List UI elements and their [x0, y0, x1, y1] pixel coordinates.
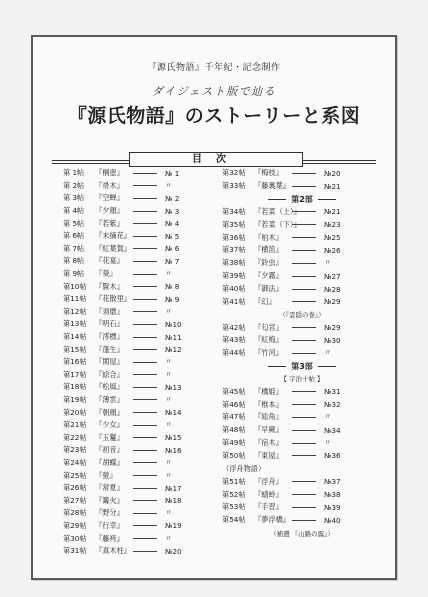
chapter-title: 『椎本』 — [254, 399, 283, 409]
leader-line — [292, 211, 316, 212]
chapter-title: 『若菜（下）』 — [254, 219, 301, 229]
toc-entry — [63, 205, 223, 218]
chapter-title: 『行幸』 — [95, 520, 124, 530]
page-number: 〃 — [165, 420, 173, 430]
subsection-note — [222, 308, 382, 321]
toc-entry — [63, 406, 223, 419]
chapter-number: 第23帖 — [63, 445, 87, 455]
chapter-title: 『野分』 — [95, 508, 124, 518]
toc-right-column — [222, 167, 382, 539]
leader-line — [292, 173, 316, 174]
page-number: №17 — [165, 483, 182, 493]
toc-left-column — [63, 167, 223, 557]
toc-entry — [63, 167, 223, 180]
chapter-number: 第 5帖 — [63, 218, 85, 228]
leader-line — [292, 237, 316, 238]
page-number: №36 — [324, 451, 341, 461]
page-number: №27 — [324, 271, 341, 281]
subsection-label: （補遺 『山路の露』） — [270, 529, 334, 538]
chapter-number: 第42帖 — [222, 322, 246, 332]
leader-line — [133, 551, 157, 552]
page-number: № 6 — [165, 244, 180, 254]
chapter-title: 『紅梅』 — [254, 335, 283, 345]
chapter-number: 第34帖 — [222, 206, 246, 216]
chapter-title: 『若菜（上）』 — [254, 206, 301, 216]
leader-line — [133, 324, 157, 325]
leader-line — [292, 289, 316, 290]
chapter-number: 第28帖 — [63, 508, 87, 518]
leader-line — [292, 276, 316, 277]
chapter-number: 第32帖 — [222, 168, 246, 178]
chapter-title: 『手習』 — [254, 502, 283, 512]
toc-entry — [222, 270, 382, 283]
document-title: 『源氏物語』のストーリーと系図 — [67, 105, 361, 127]
chapter-number: 第45帖 — [222, 386, 246, 396]
toc-entry — [63, 180, 223, 193]
page-number: №16 — [165, 445, 182, 455]
page-number: №18 — [165, 496, 182, 506]
chapter-number: 第41帖 — [222, 296, 246, 306]
leader-line — [133, 337, 157, 338]
chapter-number: 第 9帖 — [63, 269, 85, 279]
leader-line — [292, 481, 316, 482]
chapter-number: 第52帖 — [222, 489, 246, 499]
page-number: 〃 — [165, 306, 173, 316]
toc-entry — [222, 462, 382, 475]
toc-entry — [63, 507, 223, 520]
leader-line — [292, 327, 316, 328]
toc-entry — [63, 369, 223, 382]
page-number: №40 — [324, 515, 341, 525]
chapter-number: 第38帖 — [222, 258, 246, 268]
page-number: 〃 — [165, 533, 173, 543]
toc-entry — [63, 280, 223, 293]
chapter-title: 『須磨』 — [95, 306, 124, 316]
chapter-title: 『夕霧』 — [254, 271, 283, 281]
toc-entry — [63, 457, 223, 470]
toc-entry — [222, 231, 382, 244]
leader-line — [133, 236, 157, 237]
leader-line — [292, 353, 316, 354]
chapter-title: 『絵合』 — [95, 369, 124, 379]
chapter-number: 第53帖 — [222, 502, 246, 512]
section-label: 第3部 — [291, 361, 313, 371]
toc-entry — [222, 218, 382, 231]
page-number: №29 — [324, 297, 341, 307]
toc-entry — [63, 318, 223, 331]
chapter-number: 第36帖 — [222, 232, 246, 242]
toc-entry — [63, 192, 223, 205]
page-number: №20 — [165, 546, 182, 556]
leader-line — [133, 349, 157, 350]
page-number: № 8 — [165, 282, 180, 292]
leader-line — [133, 185, 157, 186]
toc-entry — [63, 419, 223, 432]
leader-line — [133, 198, 157, 199]
chapter-title: 『花散里』 — [95, 294, 131, 304]
page-number: №10 — [165, 319, 182, 329]
subsection-label: 【 宇治十帖 】 — [280, 375, 324, 384]
chapter-number: 第16帖 — [63, 357, 87, 367]
chapter-number: 第11帖 — [63, 294, 87, 304]
chapter-number: 第19帖 — [63, 394, 87, 404]
subsection-note — [222, 373, 382, 386]
page-number: №28 — [324, 284, 341, 294]
chapter-title: 『夢浮橋』 — [254, 515, 290, 525]
toc-entry — [63, 394, 223, 407]
page-number: 〃 — [165, 457, 173, 467]
chapter-number: 第35帖 — [222, 219, 246, 229]
leader-line — [292, 520, 316, 521]
toc-entry — [63, 230, 223, 243]
chapter-title: 『柏木』 — [254, 232, 283, 242]
section-heading — [222, 360, 382, 373]
chapter-number: 第46帖 — [222, 399, 246, 409]
chapter-title: 『若紫』 — [95, 218, 124, 228]
chapter-title: 『帚木』 — [95, 180, 124, 190]
page-number: №14 — [165, 408, 182, 418]
page-number: №26 — [324, 245, 341, 255]
chapter-number: 第17帖 — [63, 369, 87, 379]
leader-line — [133, 223, 157, 224]
toc-entry — [222, 514, 382, 527]
page-number: №37 — [324, 477, 341, 487]
chapter-title: 『初音』 — [95, 445, 124, 455]
chapter-number: 第14帖 — [63, 332, 87, 342]
chapter-title: 『匂宮』 — [254, 322, 283, 332]
toc-entry — [222, 450, 382, 463]
chapter-number: （浮舟物語） — [222, 463, 266, 473]
toc-entry — [63, 331, 223, 344]
leader-line — [292, 455, 316, 456]
chapter-title: 『橋姫』 — [254, 386, 283, 396]
chapter-number: 第 4帖 — [63, 206, 85, 216]
toc-entry — [222, 385, 382, 398]
document-tagline: ダイジェスト版で辿る — [151, 85, 277, 98]
chapter-number: 第27帖 — [63, 495, 87, 505]
leader-line — [292, 507, 316, 508]
page-number: №21 — [324, 207, 341, 217]
page-number: №11 — [165, 332, 182, 342]
subsection-note — [222, 527, 382, 540]
toc-entry — [63, 532, 223, 545]
leader-line — [292, 417, 316, 418]
chapter-title: 『澪標』 — [95, 332, 124, 342]
chapter-title: 『梅枝』 — [254, 168, 283, 178]
chapter-number: 第44帖 — [222, 348, 246, 358]
page-number: №15 — [165, 433, 182, 443]
toc-entry — [222, 244, 382, 257]
toc-entry — [63, 255, 223, 268]
leader-line — [292, 404, 316, 405]
page-number: № 7 — [165, 256, 180, 266]
chapter-number: 第31帖 — [63, 546, 87, 556]
leader-line — [133, 362, 157, 363]
toc-entry — [63, 306, 223, 319]
chapter-title: 『朝顔』 — [95, 407, 124, 417]
leader-line — [133, 462, 157, 463]
chapter-number: 第13帖 — [63, 319, 87, 329]
page-number: №34 — [324, 425, 341, 435]
page-number: № 1 — [165, 168, 180, 178]
chapter-number: 第40帖 — [222, 284, 246, 294]
chapter-title: 『竹河』 — [254, 348, 283, 358]
toc-entry — [63, 356, 223, 369]
page-number: №29 — [324, 323, 341, 333]
toc-entry — [63, 444, 223, 457]
chapter-title: 『早蕨』 — [254, 425, 283, 435]
page-number: 〃 — [324, 412, 332, 422]
chapter-number: 第29帖 — [63, 520, 87, 530]
chapter-title: 『桐壺』 — [95, 168, 124, 178]
toc-entry — [63, 494, 223, 507]
leader-line — [133, 437, 157, 438]
chapter-title: 『東屋』 — [254, 450, 283, 460]
leader-line — [292, 494, 316, 495]
chapter-title: 『薄雲』 — [95, 394, 124, 404]
page-number: 〃 — [165, 470, 173, 480]
chapter-number: 第30帖 — [63, 533, 87, 543]
chapter-title: 『総角』 — [254, 412, 283, 422]
chapter-title: 『少女』 — [95, 420, 124, 430]
toc-entry — [222, 398, 382, 411]
toc-entry — [222, 437, 382, 450]
toc-entry — [63, 381, 223, 394]
page-number: №19 — [165, 521, 182, 531]
leader-line — [133, 286, 157, 287]
leader-line — [292, 430, 316, 431]
chapter-title: 『幻』 — [254, 296, 276, 306]
chapter-number: 第48帖 — [222, 425, 246, 435]
toc-entry — [63, 217, 223, 230]
chapter-title: 『螢』 — [95, 470, 117, 480]
toc-entry — [222, 180, 382, 193]
chapter-title: 『真木柱』 — [95, 546, 131, 556]
leader-line — [133, 425, 157, 426]
page-number: № 2 — [165, 193, 180, 203]
leader-line — [133, 538, 157, 539]
chapter-number: 第12帖 — [63, 306, 87, 316]
page-number: 〃 — [324, 258, 332, 268]
page-number: № 9 — [165, 294, 180, 304]
toc-entry — [222, 334, 382, 347]
leader-line — [292, 301, 316, 302]
leader-line — [133, 500, 157, 501]
page-number: № 4 — [165, 219, 180, 229]
toc-entry — [222, 283, 382, 296]
chapter-number: 第18帖 — [63, 382, 87, 392]
leader-line — [133, 488, 157, 489]
chapter-number: 第 3帖 — [63, 193, 85, 203]
toc-entry — [63, 469, 223, 482]
chapter-title: 『賢木』 — [95, 281, 124, 291]
chapter-number: 第 6帖 — [63, 231, 85, 241]
section-heading — [222, 193, 382, 206]
leader-line — [133, 450, 157, 451]
toc-entry — [63, 268, 223, 281]
leader-line — [133, 475, 157, 476]
leader-line — [133, 211, 157, 212]
page-number: №38 — [324, 490, 341, 500]
page-number: 〃 — [165, 508, 173, 518]
chapter-title: 『藤袴』 — [95, 533, 124, 543]
chapter-number: 第 7帖 — [63, 243, 85, 253]
toc-entry — [63, 431, 223, 444]
chapter-number: 第22帖 — [63, 432, 87, 442]
chapter-number: 第37帖 — [222, 245, 246, 255]
leader-line — [133, 248, 157, 249]
leader-line — [292, 391, 316, 392]
toc-entry — [222, 321, 382, 334]
page-number: 〃 — [165, 394, 173, 404]
chapter-number: 第47帖 — [222, 412, 246, 422]
leader-line — [133, 261, 157, 262]
chapter-title: 『蜻蛉』 — [254, 489, 283, 499]
page-number: № 3 — [165, 206, 180, 216]
document-page — [31, 35, 397, 580]
toc-entry — [222, 501, 382, 514]
leader-line — [133, 173, 157, 174]
leader-line — [292, 224, 316, 225]
chapter-title: 『胡蝶』 — [95, 457, 124, 467]
leader-line — [133, 274, 157, 275]
chapter-number: 第50帖 — [222, 450, 246, 460]
chapter-number: 第49帖 — [222, 438, 246, 448]
toc-entry — [222, 488, 382, 501]
toc-entry — [63, 482, 223, 495]
chapter-title: 『常夏』 — [95, 483, 124, 493]
toc-entry — [63, 520, 223, 533]
chapter-title: 『松風』 — [95, 382, 124, 392]
chapter-number: 第20帖 — [63, 407, 87, 417]
leader-line — [292, 186, 316, 187]
chapter-title: 『鈴虫』 — [254, 258, 283, 268]
toc-entry — [63, 293, 223, 306]
page-number: 〃 — [165, 180, 173, 190]
chapter-title: 『宿木』 — [254, 438, 283, 448]
chapter-number: 第 2帖 — [63, 180, 85, 190]
toc-entry — [222, 257, 382, 270]
page-number: №13 — [165, 382, 182, 392]
chapter-title: 『御法』 — [254, 284, 283, 294]
page-number: 〃 — [324, 438, 332, 448]
chapter-title: 『浮舟』 — [254, 476, 283, 486]
chapter-title: 『関屋』 — [95, 357, 124, 367]
chapter-number: 第33帖 — [222, 181, 246, 191]
chapter-number: 第24帖 — [63, 457, 87, 467]
page-number: №23 — [324, 220, 341, 230]
leader-line — [292, 443, 316, 444]
chapter-title: 『空蝉』 — [95, 193, 124, 203]
chapter-number: 第39帖 — [222, 271, 246, 281]
toc-entry — [222, 424, 382, 437]
leader-line — [133, 399, 157, 400]
chapter-number: 第26帖 — [63, 483, 87, 493]
leader-line — [133, 412, 157, 413]
toc-entry — [63, 343, 223, 356]
subsection-label: （『雲隠の巻』） — [279, 311, 325, 320]
chapter-title: 『藤裏葉』 — [254, 181, 290, 191]
page-number: №21 — [324, 181, 341, 191]
page-number: 〃 — [165, 269, 173, 279]
page-number: №39 — [324, 502, 341, 512]
chapter-number: 第 1帖 — [63, 168, 85, 178]
chapter-number: 第54帖 — [222, 515, 246, 525]
leader-line — [292, 263, 316, 264]
page-number: №32 — [324, 400, 341, 410]
toc-entry — [222, 295, 382, 308]
chapter-title: 『葵』 — [95, 269, 117, 279]
chapter-number: 第25帖 — [63, 470, 87, 480]
chapter-number: 第15帖 — [63, 344, 87, 354]
leader-line — [133, 525, 157, 526]
chapter-title: 『玉鬘』 — [95, 432, 124, 442]
page-number: 〃 — [165, 369, 173, 379]
page-number: 〃 — [324, 348, 332, 358]
chapter-title: 『横笛』 — [254, 245, 283, 255]
leader-line — [133, 311, 157, 312]
toc-entry — [222, 206, 382, 219]
chapter-title: 『明石』 — [95, 319, 124, 329]
page-number: №20 — [324, 168, 341, 178]
leader-line — [133, 387, 157, 388]
chapter-title: 『篝火』 — [95, 495, 124, 505]
toc-entry — [222, 411, 382, 424]
chapter-number: 第51帖 — [222, 476, 246, 486]
chapter-number: 第21帖 — [63, 420, 87, 430]
toc-entry — [63, 545, 223, 558]
leader-line — [292, 340, 316, 341]
page-number: 〃 — [165, 357, 173, 367]
toc-heading: 目次 — [129, 152, 303, 167]
page-number: №31 — [324, 387, 341, 397]
leader-line — [133, 513, 157, 514]
leader-line — [292, 250, 316, 251]
chapter-title: 『花宴』 — [95, 256, 124, 266]
page-number: № 5 — [165, 231, 180, 241]
chapter-title: 『末摘花』 — [95, 231, 131, 241]
chapter-title: 『夕顔』 — [95, 206, 124, 216]
chapter-number: 第43帖 — [222, 335, 246, 345]
chapter-title: 『蓬生』 — [95, 344, 124, 354]
leader-line — [133, 299, 157, 300]
toc-entry — [222, 475, 382, 488]
toc-entry — [222, 347, 382, 360]
page-number: №12 — [165, 345, 182, 355]
chapter-number: 第10帖 — [63, 281, 87, 291]
chapter-number: 第 8帖 — [63, 256, 85, 266]
page-number: №30 — [324, 335, 341, 345]
page-number: №25 — [324, 233, 341, 243]
section-label: 第2部 — [291, 194, 313, 204]
toc-entry — [63, 243, 223, 256]
chapter-title: 『紅葉賀』 — [95, 243, 131, 253]
leader-line — [133, 374, 157, 375]
document-subtitle: 『源氏物語』千年紀・記念制作 — [147, 63, 281, 73]
toc-entry — [222, 167, 382, 180]
